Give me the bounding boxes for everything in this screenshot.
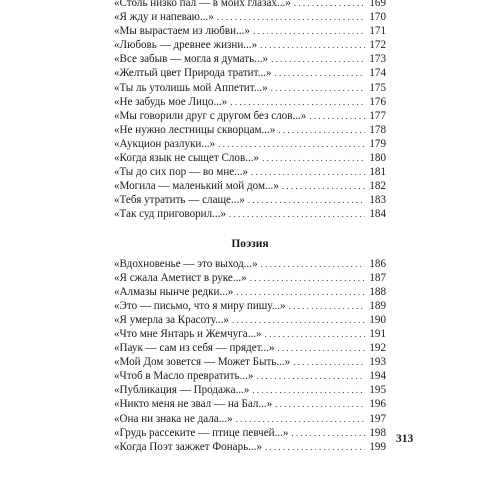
dot-leader — [291, 426, 365, 440]
toc-entry-title: «Публикация — Продажа...» — [114, 384, 250, 397]
dot-leader — [248, 193, 365, 207]
toc-entry — [114, 299, 386, 313]
dot-leader — [261, 257, 365, 271]
toc-entry-page-number: 180 — [369, 152, 386, 165]
toc-entry-title: «Она ни знака не дала...» — [114, 412, 233, 425]
dot-leader — [229, 207, 365, 221]
toc-entry-page-number: 174 — [369, 67, 386, 80]
toc-entry — [114, 285, 386, 299]
toc-entry-page-number: 183 — [369, 194, 386, 207]
toc-entry-page-number: 196 — [369, 398, 386, 411]
toc-entry-title: «Вдохновенье — это выход...» — [114, 257, 258, 270]
toc-entry — [114, 327, 386, 341]
toc-entry-page-number: 187 — [369, 271, 386, 284]
toc-entry — [114, 123, 386, 137]
toc-entry-page-number: 189 — [369, 299, 386, 312]
toc-entry — [114, 0, 386, 10]
toc-entry-title: «Мы говорили друг с другом без слов...» — [114, 109, 307, 122]
dot-leader — [251, 165, 365, 179]
toc-entry-page-number: 193 — [369, 356, 386, 369]
toc-entry-page-number: 172 — [369, 39, 386, 52]
page-number: 313 — [396, 433, 414, 445]
toc-entry-title: «Ты ль утолишь мой Аппетит...» — [114, 81, 268, 94]
toc-entry-title: «Чтоб в Масло превратить...» — [114, 370, 254, 383]
toc-entry-title: «Я жду и напеваю...» — [114, 11, 214, 24]
toc-entry-page-number: 191 — [369, 327, 386, 340]
toc-entry-title: «Все забыв — могла я думать...» — [114, 53, 269, 66]
toc-entry-page-number: 192 — [369, 342, 386, 355]
toc-entry-title: «Не забудь мое Лицо...» — [114, 95, 228, 108]
toc-entry-title: «Мы вырастаем из любви...» — [114, 25, 250, 38]
dot-leader — [252, 383, 365, 397]
toc-entry-title: «Паук — сам из себя — прядет...» — [114, 342, 275, 355]
toc-entry-page-number: 186 — [369, 257, 386, 270]
toc-entry — [114, 24, 386, 38]
toc-entry-page-number: 175 — [369, 81, 386, 94]
toc-entry-title: «Никто меня не звал — на Бал...» — [114, 398, 273, 411]
dot-leader — [217, 10, 365, 24]
toc-entry-page-number: 184 — [369, 208, 386, 221]
toc-entry-title: «Желтый цвет Природа тратит...» — [114, 67, 272, 80]
toc-entry — [114, 355, 386, 369]
toc-entry-page-number: 177 — [369, 109, 386, 122]
toc-entry — [114, 426, 386, 440]
toc-entry — [114, 38, 386, 52]
dot-leader — [236, 285, 365, 299]
toc-entry — [114, 137, 386, 151]
toc-entry-page-number: 188 — [369, 285, 386, 298]
dot-leader — [271, 52, 365, 66]
dot-leader — [256, 369, 365, 383]
toc-entry — [114, 383, 386, 397]
dot-leader — [275, 397, 365, 411]
toc-entry-title: «Любовь — древнее жизни...» — [114, 39, 258, 52]
dot-leader — [309, 109, 365, 123]
toc-entry — [114, 193, 386, 207]
toc-entry — [114, 257, 386, 271]
toc-entry — [114, 165, 386, 179]
toc-entry — [114, 151, 386, 165]
dot-leader — [271, 81, 365, 95]
toc-entry-title: «Тебя утратить — слаще...» — [114, 194, 245, 207]
dot-leader — [294, 0, 365, 10]
dot-leader — [250, 271, 365, 285]
toc-entry-page-number: 199 — [369, 440, 386, 453]
toc-entry-title: «Столь низко пал — в моих глазах...» — [114, 0, 291, 9]
toc-entry-title: «Аукцион разлуки...» — [114, 137, 216, 150]
toc-entry — [114, 52, 386, 66]
toc-entry-page-number: 190 — [369, 313, 386, 326]
toc-entry-page-number: 170 — [369, 11, 386, 24]
table-of-contents-page — [114, 0, 386, 454]
toc-entry — [114, 369, 386, 383]
dot-leader — [265, 327, 365, 341]
toc-entry-title: «Это — письмо, что я миру пишу...» — [114, 299, 286, 312]
dot-leader — [262, 151, 365, 165]
toc-entry — [114, 397, 386, 411]
dot-leader — [278, 341, 366, 355]
toc-entry-title: «Алмазы нынче редки...» — [114, 285, 234, 298]
toc-entry-title: «Могила — маленький мой дом...» — [114, 180, 279, 193]
dot-leader — [289, 299, 365, 313]
toc-entry-title: «Когда язык не сыщет Слов...» — [114, 152, 260, 165]
toc-entry-title: «Так суд приговорил...» — [114, 208, 227, 221]
toc-entry — [114, 412, 386, 426]
toc-entry-page-number: 182 — [369, 180, 386, 193]
toc-entry — [114, 207, 386, 221]
dot-leader — [278, 123, 365, 137]
toc-entry-title: «Ты до сих пор — во мне...» — [114, 166, 249, 179]
toc-entry — [114, 313, 386, 327]
dot-leader — [218, 137, 365, 151]
section-heading: Поэзия — [231, 237, 269, 250]
dot-leader — [253, 24, 365, 38]
dot-leader — [230, 95, 365, 109]
toc-entry — [114, 10, 386, 24]
dot-leader — [232, 313, 365, 327]
toc-entry-page-number: 169 — [369, 0, 386, 9]
toc-entry-title: «Не нужно лестницы скворцам...» — [114, 123, 276, 136]
toc-entry — [114, 66, 386, 80]
dot-leader — [282, 179, 365, 193]
dot-leader — [265, 440, 365, 454]
toc-entry-title: «Я сжала Аметист в руке...» — [114, 271, 247, 284]
toc-entry-page-number: 198 — [369, 426, 386, 439]
toc-entry-page-number: 173 — [369, 53, 386, 66]
toc-entry-page-number: 195 — [369, 384, 386, 397]
toc-entry-page-number: 171 — [369, 25, 386, 38]
toc-entry — [114, 440, 386, 454]
toc-entry — [114, 179, 386, 193]
toc-entry-title: «Что мне Янтарь и Жемчуга...» — [114, 327, 262, 340]
toc-entry-page-number: 176 — [369, 95, 386, 108]
dot-leader — [260, 38, 365, 52]
toc-entry — [114, 81, 386, 95]
toc-section-b-list — [114, 257, 386, 454]
toc-entry — [114, 271, 386, 285]
dot-leader — [275, 66, 366, 80]
dot-leader — [236, 412, 365, 426]
toc-entry-page-number: 181 — [369, 166, 386, 179]
toc-entry-page-number: 178 — [369, 123, 386, 136]
toc-entry-title: «Когда Поэт зажжет Фонарь...» — [114, 440, 263, 453]
toc-entry-title: «Мой Дом зовется — Может Быть...» — [114, 356, 291, 369]
toc-entry — [114, 109, 386, 123]
toc-section-a-list — [114, 0, 386, 222]
toc-entry — [114, 95, 386, 109]
toc-entry-title: «Я умерла за Красоту...» — [114, 313, 229, 326]
toc-entry-page-number: 194 — [369, 370, 386, 383]
toc-entry — [114, 341, 386, 355]
toc-entry-page-number: 179 — [369, 137, 386, 150]
dot-leader — [293, 355, 365, 369]
toc-entry-title: «Грудь рассеките — птице певчей...» — [114, 426, 289, 439]
toc-entry-page-number: 197 — [369, 412, 386, 425]
